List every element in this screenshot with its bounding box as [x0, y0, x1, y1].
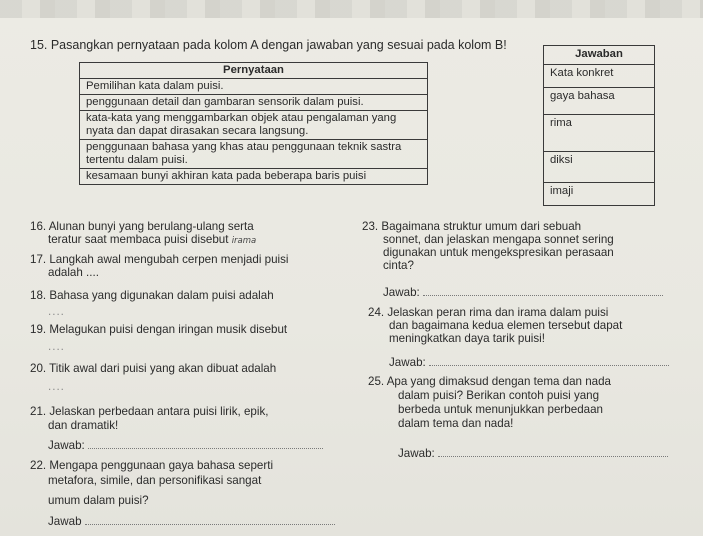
- answer-label: Jawab:: [389, 356, 426, 369]
- answer-label: Jawab:: [398, 447, 435, 460]
- answer-table-header: Jawaban: [544, 46, 655, 65]
- question-24-answer: [389, 355, 669, 369]
- question-18: 18. Bahasa yang digunakan dalam puisi adalah: [30, 289, 274, 302]
- answer-line[interactable]: [85, 514, 335, 525]
- question-25-line-1: 25. Apa yang dimaksud dengan tema dan nada: [368, 375, 612, 388]
- statement-row: penggunaan detail dan gambaran sensorik dalam puisi.: [80, 95, 428, 111]
- answer-line[interactable]: [423, 285, 663, 296]
- question-20-dots: ....: [48, 380, 65, 393]
- answer-row: rima: [544, 115, 655, 152]
- answer-line[interactable]: [438, 446, 668, 457]
- question-25-line-4: dalam tema dan nada!: [398, 417, 514, 430]
- question-20: 20. Titik awal dari puisi yang akan dibuat adalah: [30, 362, 277, 375]
- question-23-line-2: sonnet, dan jelaskan mengapa sonnet sering: [383, 233, 614, 246]
- answer-row: diksi: [544, 152, 655, 183]
- question-16-line-1: 16. Alunan bunyi yang berulang-ulang serta: [30, 220, 254, 233]
- question-21-line-1: 21. Jelaskan perbedaan antara puisi lirik, epik,: [30, 405, 269, 418]
- answer-row: imaji: [544, 183, 655, 206]
- question-24-line-2: dan bagaimana kedua elemen tersebut dapat: [389, 319, 623, 332]
- question-25-line-3: berbeda untuk menunjukkan perbedaan: [398, 403, 603, 416]
- question-19: 19. Melagukan puisi dengan iringan musik disebut: [30, 323, 288, 336]
- handwritten-answer: irama: [231, 236, 257, 246]
- question-21-line-2: dan dramatik!: [48, 419, 119, 432]
- statement-row: kesamaan bunyi akhiran kata pada beberapa baris puisi: [80, 169, 428, 185]
- question-18-dots: ....: [48, 305, 65, 318]
- answer-label: Jawab:: [48, 439, 85, 452]
- question-16-line-2: [48, 233, 256, 248]
- torn-top-edge: [0, 0, 703, 18]
- statement-row: kata-kata yang menggambarkan objek atau pengalaman yang nyata dan dapat dirasakan secara langsung.: [80, 111, 428, 140]
- question-22-answer: [48, 514, 335, 528]
- question-19-dots: ....: [48, 340, 65, 353]
- question-23-line-3: digunakan untuk mengekspresikan perasaan: [383, 246, 614, 259]
- question-22-line-2: metafora, simile, dan personifikasi sangat: [48, 474, 262, 487]
- question-16-text: teratur saat membaca puisi disebut: [48, 233, 229, 246]
- question-15-title: 15. Pasangkan pernyataan pada kolom A dengan jawaban yang sesuai pada kolom B!: [30, 38, 507, 52]
- question-21-answer: [48, 438, 323, 452]
- question-22-line-3: umum dalam puisi?: [48, 494, 149, 507]
- question-24-line-3: meningkatkan daya tarik puisi!: [389, 332, 545, 345]
- question-22-line-1: 22. Mengapa penggunaan gaya bahasa seperti: [30, 459, 274, 472]
- question-23-answer: [383, 285, 663, 299]
- answer-table: [543, 45, 655, 206]
- answer-row: Kata konkret: [544, 65, 655, 88]
- question-17-line-2: adalah ....: [48, 266, 99, 279]
- answer-line[interactable]: [88, 438, 323, 449]
- answer-line[interactable]: [429, 355, 669, 366]
- question-17-line-1: 17. Langkah awal mengubah cerpen menjadi puisi: [30, 253, 289, 266]
- question-23-line-4: cinta?: [383, 259, 414, 272]
- statement-row: penggunaan bahasa yang khas atau penggunaan teknik sastra tertentu dalam puisi.: [80, 140, 428, 169]
- statement-table: [79, 62, 428, 185]
- answer-row: gaya bahasa: [544, 88, 655, 115]
- answer-label: Jawab: [48, 515, 82, 528]
- statement-row: Pemilihan kata dalam puisi.: [80, 79, 428, 95]
- statement-table-header: Pernyataan: [80, 63, 428, 79]
- question-24-line-1: 24. Jelaskan peran rima dan irama dalam puisi: [368, 306, 609, 319]
- answer-label: Jawab:: [383, 286, 420, 299]
- question-23-line-1: 23. Bagaimana struktur umum dari sebuah: [362, 220, 582, 233]
- question-25-line-2: dalam puisi? Berikan contoh puisi yang: [398, 389, 600, 402]
- question-25-answer: [398, 446, 668, 460]
